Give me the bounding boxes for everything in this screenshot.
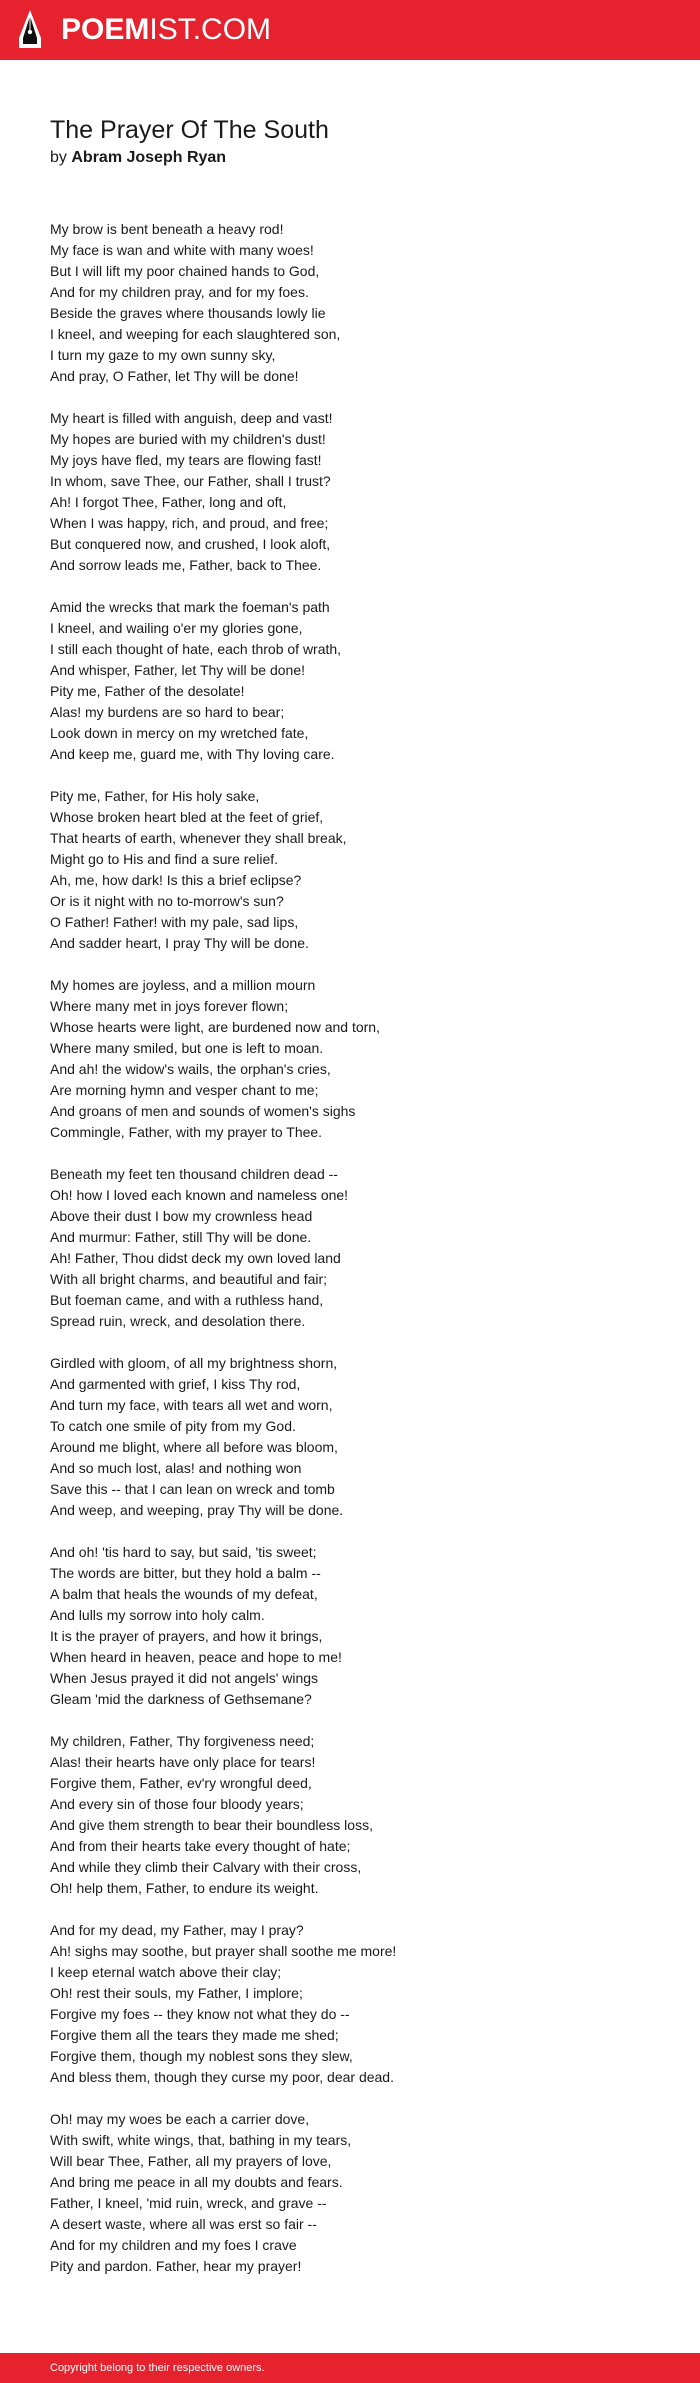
poem-line: Pity me, Father of the desolate! bbox=[50, 683, 245, 699]
stanza bbox=[50, 219, 670, 387]
poem-line: To catch one smile of pity from my God. bbox=[50, 1418, 296, 1434]
poem-line: Above their dust I bow my crownless head bbox=[50, 1208, 313, 1224]
poem-line: Beside the graves where thousands lowly lie bbox=[50, 305, 326, 321]
poem-line: A desert waste, where all was erst so fair -- bbox=[50, 2216, 317, 2232]
poem-line: Where many met in joys forever flown; bbox=[50, 998, 289, 1014]
stanza bbox=[50, 597, 670, 765]
poem-line: That hearts of earth, whenever they shall break, bbox=[50, 830, 347, 846]
stanza bbox=[50, 1731, 670, 1899]
poem-line: Forgive them, though my noblest sons they slew, bbox=[50, 2048, 353, 2064]
poem-line: Whose broken heart bled at the feet of grief, bbox=[50, 809, 324, 825]
stanza bbox=[50, 1920, 670, 2088]
poem-line: Ah! I forgot Thee, Father, long and oft, bbox=[50, 494, 287, 510]
poem-line: Might go to His and find a sure relief. bbox=[50, 851, 279, 867]
poem-line: Ah! Father, Thou didst deck my own loved land bbox=[50, 1250, 341, 1266]
stanza bbox=[50, 408, 670, 576]
site-footer bbox=[0, 2353, 700, 2383]
poem-line: Commingle, Father, with my prayer to Thee. bbox=[50, 1124, 323, 1140]
poem-line: Save this -- that I can lean on wreck and tomb bbox=[50, 1481, 335, 1497]
poem-line: My homes are joyless, and a million mourn bbox=[50, 977, 316, 993]
poem-line: My brow is bent beneath a heavy rod! bbox=[50, 221, 284, 237]
poem-line: Forgive my foes -- they know not what they do -- bbox=[50, 2006, 350, 2022]
poem-line: My children, Father, Thy forgiveness need; bbox=[50, 1733, 315, 1749]
poem-line: A balm that heals the wounds of my defeat, bbox=[50, 1586, 318, 1602]
stanza bbox=[50, 2109, 670, 2277]
stanza bbox=[50, 1353, 670, 1521]
poem-line: Gleam 'mid the darkness of Gethsemane? bbox=[50, 1691, 312, 1707]
poem-line: And keep me, guard me, with Thy loving care. bbox=[50, 746, 335, 762]
poem-line: Beneath my feet ten thousand children dead -- bbox=[50, 1166, 338, 1182]
logo-wordmark bbox=[61, 13, 271, 47]
poem-line: When I was happy, rich, and proud, and free; bbox=[50, 515, 329, 531]
poem-line: Oh! may my woes be each a carrier dove, bbox=[50, 2111, 310, 2127]
stanza bbox=[50, 1542, 670, 1710]
poem-line: And bless them, though they curse my poor, dear dead. bbox=[50, 2069, 394, 2085]
poem-line: Ah, me, how dark! Is this a brief eclipse? bbox=[50, 872, 302, 888]
poem-line: And whisper, Father, let Thy will be done! bbox=[50, 662, 305, 678]
logo-wordmark-light: IST.COM bbox=[149, 13, 272, 46]
byline-prefix: by bbox=[50, 149, 67, 166]
poem-line: Girdled with gloom, of all my brightness shorn, bbox=[50, 1355, 338, 1371]
poem-line: Where many smiled, but one is left to moan. bbox=[50, 1040, 324, 1056]
poem-line: Oh! help them, Father, to endure its weight. bbox=[50, 1880, 319, 1896]
poem-line: Pity and pardon. Father, hear my prayer! bbox=[50, 2258, 302, 2274]
poem-line: Spread ruin, wreck, and desolation there. bbox=[50, 1313, 306, 1329]
poem-line: It is the prayer of prayers, and how it brings, bbox=[50, 1628, 323, 1644]
poem-line: Alas! my burdens are so hard to bear; bbox=[50, 704, 285, 720]
poem-line: Will bear Thee, Father, all my prayers of love, bbox=[50, 2153, 332, 2169]
poem-line: Pity me, Father, for His holy sake, bbox=[50, 788, 260, 804]
poem-line: Father, I kneel, 'mid ruin, wreck, and grave -- bbox=[50, 2195, 327, 2211]
poem-line: Forgive them all the tears they made me shed; bbox=[50, 2027, 339, 2043]
poem-line: Amid the wrecks that mark the foeman's path bbox=[50, 599, 330, 615]
poem-line: Alas! their hearts have only place for tears! bbox=[50, 1754, 316, 1770]
poem-line: And so much lost, alas! and nothing won bbox=[50, 1460, 302, 1476]
poem-line: But conquered now, and crushed, I look aloft, bbox=[50, 536, 331, 552]
poem-line: O Father! Father! with my pale, sad lips, bbox=[50, 914, 299, 930]
poem-line: And give them strength to bear their boundless loss, bbox=[50, 1817, 373, 1833]
poem-line: When Jesus prayed it did not angels' wings bbox=[50, 1670, 319, 1686]
poem-line: And while they climb their Calvary with their cross, bbox=[50, 1859, 362, 1875]
poem-line: And pray, O Father, let Thy will be done! bbox=[50, 368, 299, 384]
poem-line: And groans of men and sounds of women's sighs bbox=[50, 1103, 356, 1119]
poem-line: Around me blight, where all before was bloom, bbox=[50, 1439, 338, 1455]
poem-line: And lulls my sorrow into holy calm. bbox=[50, 1607, 265, 1623]
poem-line: Forgive them, Father, ev'ry wrongful deed, bbox=[50, 1775, 312, 1791]
pen-nib-icon bbox=[17, 8, 43, 52]
poem-line: And sadder heart, I pray Thy will be done. bbox=[50, 935, 309, 951]
poem-line: And for my children pray, and for my foes. bbox=[50, 284, 309, 300]
stanza bbox=[50, 1164, 670, 1332]
poem-line: My heart is filled with anguish, deep and vast! bbox=[50, 410, 333, 426]
poem-line: Are morning hymn and vesper chant to me; bbox=[50, 1082, 319, 1098]
poem-line: And sorrow leads me, Father, back to Thee. bbox=[50, 557, 322, 573]
poem-line: Oh! how I loved each known and nameless one! bbox=[50, 1187, 349, 1203]
poem-line: With swift, white wings, that, bathing in my tears, bbox=[50, 2132, 352, 2148]
poem-line: And bring me peace in all my doubts and fears. bbox=[50, 2174, 343, 2190]
poem-line: My face is wan and white with many woes! bbox=[50, 242, 314, 258]
poem-line: Whose hearts were light, are burdened now and torn, bbox=[50, 1019, 380, 1035]
poem-author[interactable]: Abram Joseph Ryan bbox=[71, 149, 227, 166]
poem-line: In whom, save Thee, our Father, shall I trust? bbox=[50, 473, 331, 489]
poem-title: The Prayer Of The South bbox=[50, 116, 329, 144]
poem-line: I kneel, and weeping for each slaughtered son, bbox=[50, 326, 341, 342]
poem-line: And ah! the widow's wails, the orphan's cries, bbox=[50, 1061, 331, 1077]
poem-line: The words are bitter, but they hold a balm -- bbox=[50, 1565, 321, 1581]
stanza bbox=[50, 975, 670, 1143]
poem-line: And for my dead, my Father, may I pray? bbox=[50, 1922, 304, 1938]
poem-line: When heard in heaven, peace and hope to me! bbox=[50, 1649, 342, 1665]
poem-line: And for my children and my foes I crave bbox=[50, 2237, 297, 2253]
poem-line: But foeman came, and with a ruthless hand, bbox=[50, 1292, 324, 1308]
poem-line: Or is it night with no to-morrow's sun? bbox=[50, 893, 284, 909]
poem-line: And weep, and weeping, pray Thy will be done. bbox=[50, 1502, 344, 1518]
poem-line: And from their hearts take every thought of hate; bbox=[50, 1838, 351, 1854]
poem-line: I still each thought of hate, each throb of wrath, bbox=[50, 641, 342, 657]
poem-line: I turn my gaze to my own sunny sky, bbox=[50, 347, 276, 363]
site-logo[interactable] bbox=[17, 8, 271, 52]
poem-line: Ah! sighs may soothe, but prayer shall soothe me more! bbox=[50, 1943, 397, 1959]
poem-byline bbox=[50, 146, 226, 170]
poem-line: And every sin of those four bloody years; bbox=[50, 1796, 304, 1812]
poem-line: Oh! rest their souls, my Father, I implore; bbox=[50, 1985, 303, 2001]
poem-line: I kneel, and wailing o'er my glories gone, bbox=[50, 620, 303, 636]
poem-line: I keep eternal watch above their clay; bbox=[50, 1964, 282, 1980]
site-header bbox=[0, 0, 700, 60]
copyright-notice: Copyright belong to their respective owners. bbox=[50, 2362, 265, 2374]
poem-line: But I will lift my poor chained hands to God, bbox=[50, 263, 320, 279]
poem-line: My joys have fled, my tears are flowing fast! bbox=[50, 452, 322, 468]
poem-line: And oh! 'tis hard to say, but said, 'tis sweet; bbox=[50, 1544, 317, 1560]
poem-body bbox=[50, 219, 670, 2298]
poem-line: And turn my face, with tears all wet and worn, bbox=[50, 1397, 333, 1413]
poem-line: And murmur: Father, still Thy will be done. bbox=[50, 1229, 312, 1245]
poem-line: Look down in mercy on my wretched fate, bbox=[50, 725, 309, 741]
logo-wordmark-bold: POEM bbox=[61, 13, 150, 46]
poem-line: My hopes are buried with my children's dust! bbox=[50, 431, 326, 447]
poem-line: And garmented with grief, I kiss Thy rod, bbox=[50, 1376, 301, 1392]
stanza bbox=[50, 786, 670, 954]
poem-line: With all bright charms, and beautiful and fair; bbox=[50, 1271, 328, 1287]
